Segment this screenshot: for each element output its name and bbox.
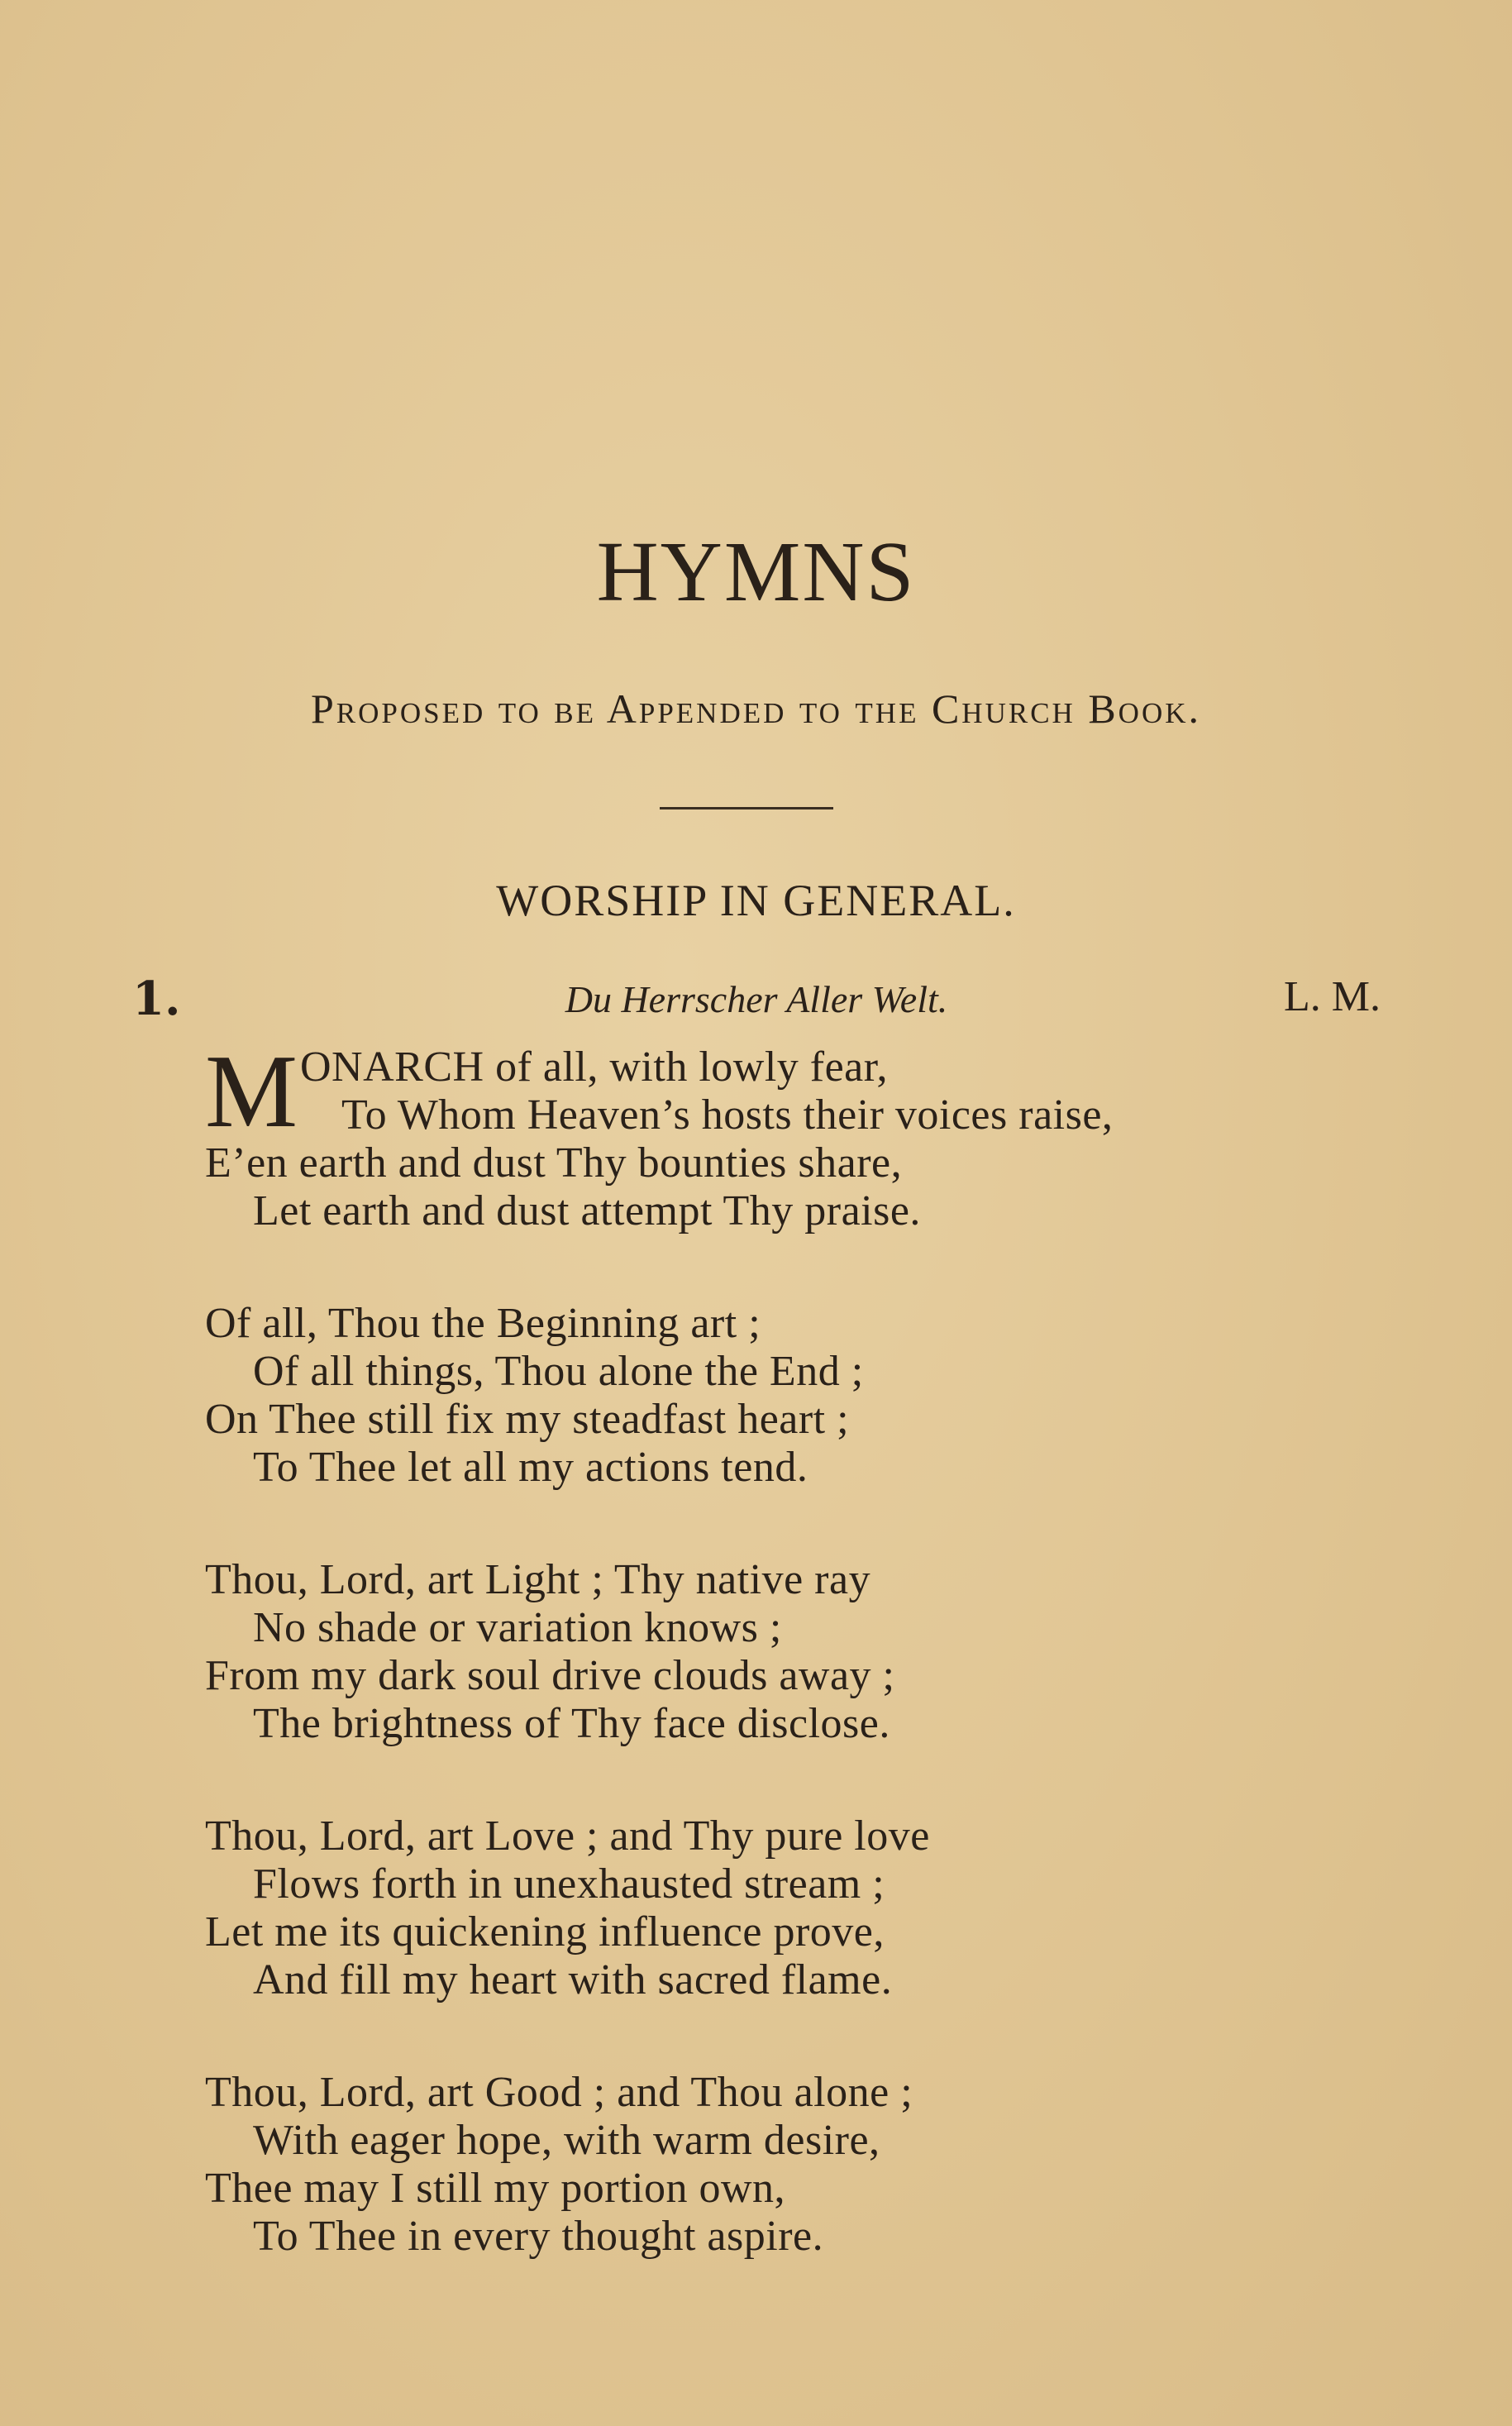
stanza-line: With eager hope, with warm desire, bbox=[253, 2117, 880, 2164]
stanza-line: Thou, Lord, art Love ; and Thy pure love bbox=[205, 1812, 930, 1860]
stanza-line: Flows forth in unexhausted stream ; bbox=[253, 1860, 885, 1908]
hymn-number: 1. bbox=[132, 972, 181, 1026]
stanza-line: To Whom Heaven’s hosts their voices raise, bbox=[341, 1091, 1114, 1139]
page-title: HYMNS bbox=[596, 524, 916, 619]
hymn-text bbox=[205, 1034, 1362, 2325]
stanza-3 bbox=[205, 1556, 1362, 1748]
stanza-line: On Thee still fix my steadfast heart ; bbox=[205, 1396, 850, 1443]
stanza-line: Let me its quickening influence prove, bbox=[205, 1908, 885, 1956]
stanza-line: E’en earth and dust Thy bounties share, bbox=[205, 1139, 903, 1187]
stanza-line: Of all, Thou the Beginning art ; bbox=[205, 1300, 761, 1347]
hymn-meter: L. M. bbox=[1284, 973, 1381, 1020]
divider-rule bbox=[660, 807, 833, 809]
stanza-line: From my dark soul drive clouds away ; bbox=[205, 1652, 895, 1699]
stanza-line: And fill my heart with sacred flame. bbox=[253, 1956, 893, 2003]
stanza-line: To Thee let all my actions tend. bbox=[253, 1444, 808, 1491]
stanza-line: Thou, Lord, art Light ; Thy native ray bbox=[205, 1556, 871, 1603]
stanza-line: Let earth and dust attempt Thy praise. bbox=[253, 1187, 921, 1234]
page-subtitle: Proposed to be Appended to the Church Book. bbox=[310, 685, 1201, 732]
stanza-line: Thou, Lord, art Good ; and Thou alone ; bbox=[205, 2069, 913, 2116]
stanza-line: Of all things, Thou alone the End ; bbox=[253, 1348, 864, 1395]
stanza-5 bbox=[205, 2069, 1362, 2261]
stanza-line: To Thee in every thought aspire. bbox=[253, 2213, 824, 2260]
stanza-1 bbox=[205, 1034, 1362, 1235]
stanza-line: No shade or variation knows ; bbox=[253, 1604, 782, 1651]
hymn-source-title: Du Herrscher Aller Welt. bbox=[565, 978, 948, 1020]
stanza-line-text: ONARCH of all, with lowly fear, bbox=[300, 1043, 888, 1091]
stanza-2 bbox=[205, 1300, 1362, 1492]
stanza-line: Thee may I still my portion own, bbox=[205, 2165, 786, 2212]
stanza-line: The brightness of Thy face disclose. bbox=[253, 1700, 890, 1747]
stanza-4 bbox=[205, 1812, 1362, 2004]
hymn-header bbox=[132, 972, 1381, 1026]
drop-cap: M bbox=[205, 1034, 298, 1149]
section-heading: WORSHIP IN GENERAL. bbox=[496, 876, 1016, 925]
